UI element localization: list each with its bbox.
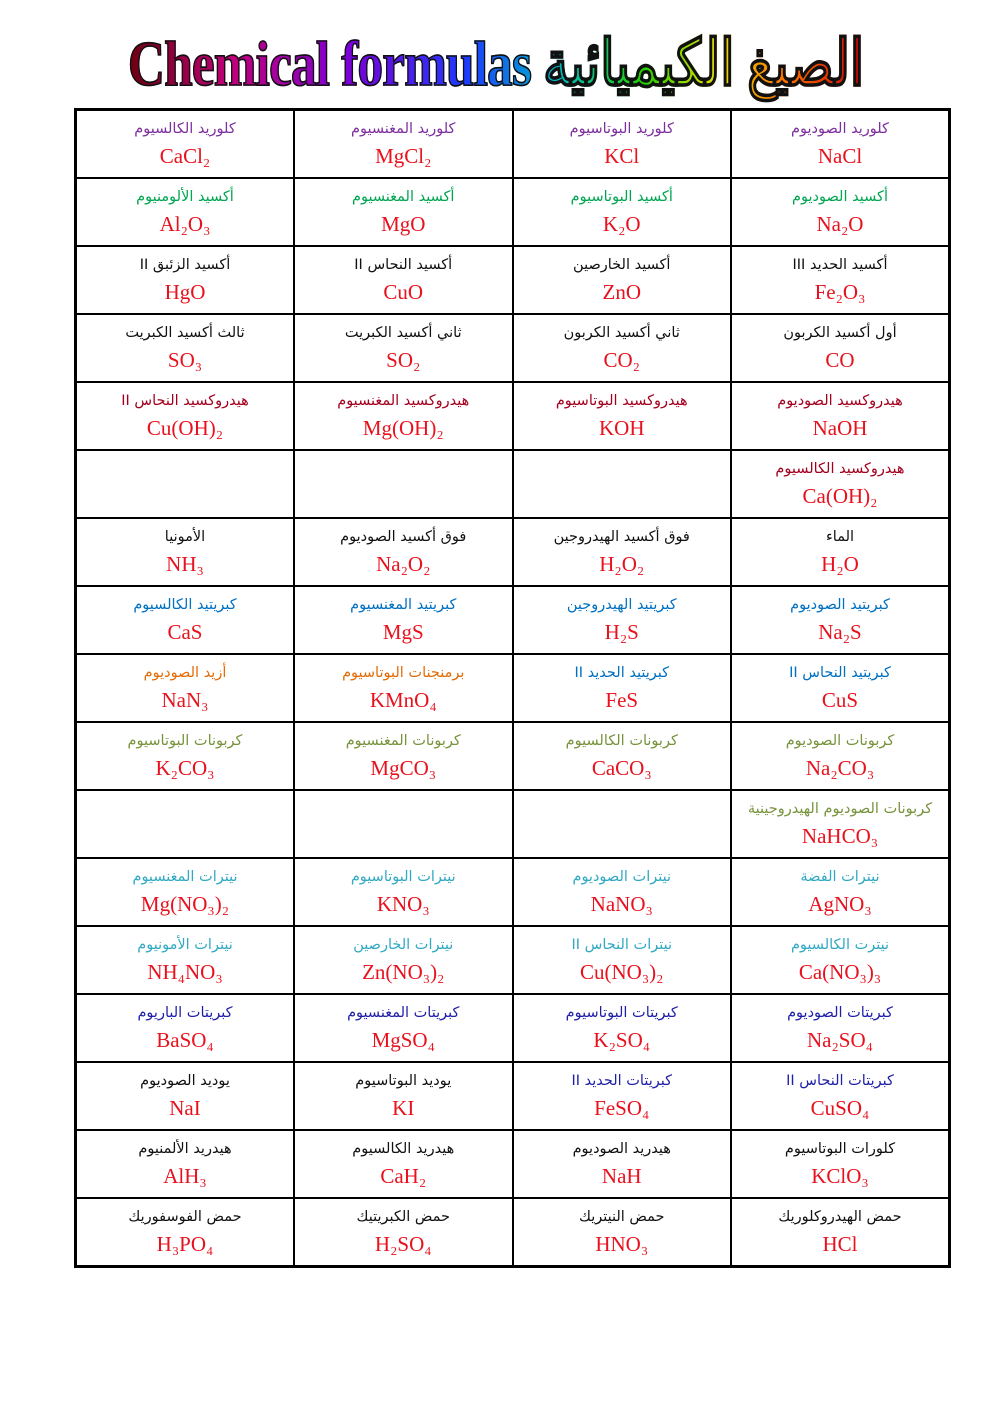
compound-name: كبريتات المغنسيوم xyxy=(347,1005,460,1021)
compound-cell xyxy=(731,926,950,994)
compound-cell xyxy=(294,994,513,1062)
compound-cell xyxy=(294,926,513,994)
compound-formula: NaN₃ xyxy=(161,688,209,712)
compound-cell xyxy=(76,314,295,382)
compound-cell xyxy=(513,382,732,450)
compound-formula: KNO₃ xyxy=(376,892,430,916)
compound-name: كبريتات البوتاسيوم xyxy=(565,1005,678,1021)
compound-cell xyxy=(513,1130,732,1198)
compound-formula: KOH xyxy=(599,416,645,440)
compound-name: ثاني أكسيد الكربون xyxy=(563,325,680,341)
compound-formula: K₂SO₄ xyxy=(593,1028,651,1052)
compound-formula: NH₄NO₃ xyxy=(147,960,223,984)
compound-formula: SO₂ xyxy=(386,348,421,372)
compound-cell xyxy=(76,518,295,586)
compound-formula: NH₃ xyxy=(166,552,204,576)
compound-name: كلورات البوتاسيوم xyxy=(784,1141,896,1157)
compound-name: نيترات الفضة xyxy=(800,869,880,885)
compound-name: كلوريد الصوديوم xyxy=(791,121,889,137)
compound-formula: Cu(OH)₂ xyxy=(146,416,224,440)
compound-name: كبريتيد الحديد II xyxy=(574,665,670,681)
compound-formula: Ca(OH)₂ xyxy=(802,484,878,508)
compound-cell xyxy=(294,246,513,314)
compound-formula: H₂S xyxy=(604,620,639,644)
compound-cell xyxy=(731,178,950,246)
compound-formula: AlH₃ xyxy=(163,1164,207,1188)
compound-cell xyxy=(294,1130,513,1198)
compound-cell xyxy=(513,654,732,722)
compound-name: هيدروكسيد المغنسيوم xyxy=(337,393,470,409)
compound-formula: FeSO₄ xyxy=(594,1096,650,1120)
table-row xyxy=(76,178,950,246)
compound-formula: MgCO₃ xyxy=(370,756,437,780)
compound-name: حمض النيتريك xyxy=(578,1209,665,1225)
compound-formula: NaCl xyxy=(817,144,863,168)
compound-name: ثاني أكسيد الكبريت xyxy=(344,325,462,341)
compound-formula: Na₂CO₃ xyxy=(805,756,875,780)
compound-name: يوديد الصوديوم xyxy=(140,1073,230,1089)
compound-cell xyxy=(731,518,950,586)
compound-name: هيدروكسيد البوتاسيوم xyxy=(555,393,688,409)
compound-name: نيترت الكالسيوم xyxy=(790,937,890,953)
compound-cell xyxy=(76,1130,295,1198)
compound-cell xyxy=(513,1198,732,1267)
table-row xyxy=(76,110,950,179)
compound-name: نيترات البوتاسيوم xyxy=(350,869,456,885)
compound-name: نيترات الأمونيوم xyxy=(137,937,233,953)
table-row xyxy=(76,790,950,858)
compound-name: هيدريد الصوديوم xyxy=(572,1141,671,1157)
compound-name: ثالث أكسيد الكبريت xyxy=(125,325,245,341)
compound-cell xyxy=(731,382,950,450)
compound-name: كبريتيد الكالسيوم xyxy=(133,597,237,613)
compound-formula: CO₂ xyxy=(603,348,640,372)
table-row xyxy=(76,994,950,1062)
compound-cell xyxy=(294,586,513,654)
table-row xyxy=(76,382,950,450)
compound-name: كبريتات النحاس II xyxy=(786,1073,894,1089)
compound-formula: H₃PO₄ xyxy=(156,1232,214,1256)
compound-name: أكسيد الألومنيوم xyxy=(136,189,234,205)
compound-cell xyxy=(294,518,513,586)
compound-formula: NaNO₃ xyxy=(590,892,653,916)
compound-name: هيدروكسيد الصوديوم xyxy=(777,393,903,409)
compound-name: كبريتيد المغنسيوم xyxy=(350,597,457,613)
empty-cell xyxy=(294,790,513,858)
compound-cell xyxy=(294,654,513,722)
compound-cell xyxy=(513,1062,732,1130)
compound-formula: KI xyxy=(392,1096,415,1120)
compound-cell xyxy=(76,926,295,994)
compound-cell xyxy=(294,178,513,246)
compound-cell xyxy=(513,518,732,586)
page-title xyxy=(0,18,992,110)
compound-name: كبريتيد الصوديوم xyxy=(790,597,890,613)
compound-name: نيترات النحاس II xyxy=(571,937,673,953)
compound-cell xyxy=(294,110,513,179)
compound-cell xyxy=(513,314,732,382)
compound-cell xyxy=(513,110,732,179)
compound-formula: HgO xyxy=(164,280,206,304)
compound-name: كبريتات الصوديوم xyxy=(787,1005,893,1021)
compound-cell xyxy=(76,178,295,246)
compound-formula: KCl xyxy=(604,144,640,168)
formula-table xyxy=(74,108,951,1268)
compound-cell xyxy=(731,1198,950,1267)
compound-cell xyxy=(76,654,295,722)
table-row xyxy=(76,450,950,518)
compound-formula: HCl xyxy=(822,1232,858,1256)
compound-name: كلوريد البوتاسيوم xyxy=(569,121,674,137)
compound-formula: CaH₂ xyxy=(380,1164,427,1188)
compound-cell xyxy=(76,722,295,790)
compound-formula: BaSO₄ xyxy=(156,1028,214,1052)
compound-formula: KMnO₄ xyxy=(369,688,437,712)
compound-formula: Al₂O₃ xyxy=(159,212,211,236)
compound-cell xyxy=(513,246,732,314)
compound-formula: NaHCO₃ xyxy=(801,824,879,848)
compound-name: كبريتيد النحاس II xyxy=(789,665,891,681)
compound-formula: Na₂S xyxy=(818,620,862,644)
compound-cell xyxy=(731,1130,950,1198)
compound-name: أكسيد النحاس II xyxy=(354,257,453,273)
table-row xyxy=(76,314,950,382)
compound-name: الماء xyxy=(825,529,855,545)
compound-formula: Na₂O₂ xyxy=(376,552,431,576)
compound-formula: HNO₃ xyxy=(595,1232,649,1256)
compound-name: كبريتات الحديد II xyxy=(571,1073,673,1089)
compound-formula: CuS xyxy=(821,688,859,712)
compound-formula: CaCl₂ xyxy=(159,144,211,168)
compound-formula: CuSO₄ xyxy=(810,1096,870,1120)
compound-cell xyxy=(76,1062,295,1130)
compound-cell xyxy=(513,178,732,246)
compound-formula: MgS xyxy=(382,620,424,644)
compound-name: أكسيد المغنسيوم xyxy=(352,189,455,205)
compound-formula: Mg(OH)₂ xyxy=(362,416,444,440)
compound-formula: Zn(NO₃)₂ xyxy=(362,960,445,984)
compound-cell xyxy=(294,1198,513,1267)
compound-formula: MgSO₄ xyxy=(371,1028,435,1052)
compound-formula: CuO xyxy=(383,280,424,304)
compound-name: هيدريد الألمنيوم xyxy=(138,1141,232,1157)
compound-name: كربونات الصوديوم الهيدروجينية xyxy=(747,801,933,817)
compound-name: كربونات الصوديوم xyxy=(785,733,895,749)
compound-cell xyxy=(731,586,950,654)
empty-cell xyxy=(513,450,732,518)
compound-cell xyxy=(731,450,950,518)
compound-name: أكسيد الصوديوم xyxy=(792,189,888,205)
empty-cell xyxy=(513,790,732,858)
compound-name: نيترات الخارصين xyxy=(353,937,454,953)
compound-cell xyxy=(76,382,295,450)
compound-cell xyxy=(294,314,513,382)
compound-name: يوديد البوتاسيوم xyxy=(355,1073,452,1089)
compound-formula: Ca(NO₃)₃ xyxy=(798,960,882,984)
formula-table-body xyxy=(76,110,950,1267)
table-row xyxy=(76,246,950,314)
compound-cell xyxy=(731,1062,950,1130)
compound-cell xyxy=(731,994,950,1062)
compound-name: الأمونيا xyxy=(164,529,206,545)
table-row xyxy=(76,1130,950,1198)
compound-formula: Na₂SO₄ xyxy=(807,1028,873,1052)
table-row xyxy=(76,926,950,994)
compound-name: كربونات البوتاسيوم xyxy=(127,733,243,749)
compound-name: أكسيد الخارصين xyxy=(573,257,671,273)
compound-name: نيترات الصوديوم xyxy=(572,869,672,885)
compound-cell xyxy=(513,722,732,790)
compound-cell xyxy=(76,110,295,179)
compound-cell xyxy=(76,858,295,926)
compound-cell xyxy=(731,246,950,314)
table-row xyxy=(76,518,950,586)
table-row xyxy=(76,722,950,790)
table-row xyxy=(76,654,950,722)
compound-cell xyxy=(76,586,295,654)
empty-cell xyxy=(76,790,295,858)
compound-formula: Na₂O xyxy=(816,212,864,236)
compound-name: نيترات المغنسيوم xyxy=(132,869,238,885)
compound-name: فوق أكسيد الهيدروجين xyxy=(553,529,690,545)
compound-formula: K₂O xyxy=(602,212,641,236)
compound-formula: SO₃ xyxy=(167,348,203,372)
compound-name: أكسيد الحديد III xyxy=(792,257,888,273)
compound-name: هيدروكسيد الكالسيوم xyxy=(775,461,905,477)
compound-formula: NaH xyxy=(601,1164,642,1188)
compound-formula: AgNO₃ xyxy=(808,892,872,916)
compound-name: هيدروكسيد النحاس II xyxy=(121,393,249,409)
compound-name: هيدريد الكالسيوم xyxy=(352,1141,455,1157)
compound-cell xyxy=(513,858,732,926)
compound-formula: CaS xyxy=(167,620,203,644)
compound-cell xyxy=(76,1198,295,1267)
compound-name: حمض الكبريتيك xyxy=(356,1209,451,1225)
compound-name: برمنجنات البوتاسيوم xyxy=(342,665,465,681)
compound-cell xyxy=(76,246,295,314)
compound-name: حمض الهيدروكلوريك xyxy=(778,1209,902,1225)
compound-formula: Cu(NO₃)₂ xyxy=(580,960,664,984)
compound-cell xyxy=(731,858,950,926)
compound-name: كبريتات الباريوم xyxy=(137,1005,233,1021)
empty-cell xyxy=(294,450,513,518)
compound-formula: FeS xyxy=(605,688,639,712)
compound-formula: Mg(NO₃)₂ xyxy=(140,892,230,916)
compound-name: أكسيد البوتاسيوم xyxy=(570,189,673,205)
compound-name: كربونات الكالسيوم xyxy=(565,733,678,749)
compound-cell xyxy=(731,110,950,179)
compound-formula: CaCO₃ xyxy=(591,756,652,780)
compound-cell xyxy=(513,586,732,654)
compound-formula: NaI xyxy=(169,1096,201,1120)
compound-formula: H₂O₂ xyxy=(599,552,645,576)
compound-name: أزيد الصوديوم xyxy=(143,665,227,681)
compound-formula: ZnO xyxy=(602,280,641,304)
compound-formula: H₂O xyxy=(821,552,859,576)
table-row xyxy=(76,1198,950,1267)
page-title-text: Chemical formulas الصيغ الكيميائية xyxy=(127,28,865,99)
compound-cell xyxy=(294,722,513,790)
compound-name: أول أكسيد الكربون xyxy=(783,325,897,341)
compound-name: كلوريد الكالسيوم xyxy=(134,121,236,137)
compound-name: كربونات المغنسيوم xyxy=(345,733,461,749)
compound-name: كلوريد المغنسيوم xyxy=(351,121,456,137)
compound-formula: KClO₃ xyxy=(811,1164,869,1188)
compound-formula: K₂CO₃ xyxy=(155,756,215,780)
compound-name: أكسيد الزئبق II xyxy=(139,257,231,273)
compound-name: كبريتيد الهيدروجين xyxy=(566,597,677,613)
compound-name: حمض الفوسفوريك xyxy=(128,1209,242,1225)
compound-cell xyxy=(294,858,513,926)
compound-cell xyxy=(294,382,513,450)
compound-cell xyxy=(731,654,950,722)
compound-formula: MgCl₂ xyxy=(375,144,432,168)
compound-cell xyxy=(731,790,950,858)
compound-name: فوق أكسيد الصوديوم xyxy=(340,529,467,545)
compound-cell xyxy=(294,1062,513,1130)
compound-cell xyxy=(731,722,950,790)
table-row xyxy=(76,586,950,654)
compound-formula: CO xyxy=(825,348,855,372)
compound-cell xyxy=(76,994,295,1062)
table-row xyxy=(76,858,950,926)
compound-formula: Fe₂O₃ xyxy=(814,280,866,304)
compound-cell xyxy=(513,994,732,1062)
compound-cell xyxy=(513,926,732,994)
compound-formula: MgO xyxy=(381,212,426,236)
compound-formula: H₂SO₄ xyxy=(374,1232,432,1256)
empty-cell xyxy=(76,450,295,518)
table-row xyxy=(76,1062,950,1130)
compound-formula: NaOH xyxy=(812,416,868,440)
compound-cell xyxy=(731,314,950,382)
